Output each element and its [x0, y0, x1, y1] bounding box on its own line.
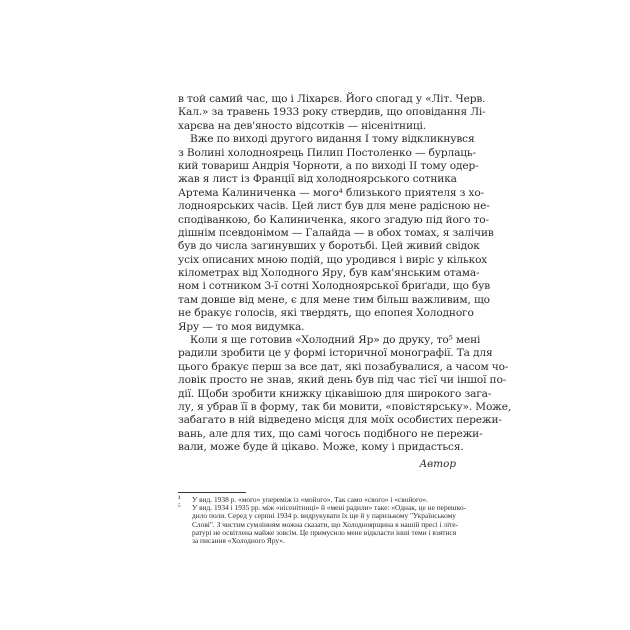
footnote-text: ратурі не освітлена майже зовсім. Це примусило мене відкласти інші теми і взятися [192, 527, 457, 537]
text-line: харєва на дев'яносто відсотків — нісенітниці. [178, 119, 426, 132]
text-line: сподіванкою, бо Калиниченка, якого згадую під його то- [178, 213, 489, 226]
footnote-line [178, 537, 456, 545]
text-line: ловік просто не знав, який день був під час тієї чи іншої по- [178, 374, 507, 387]
footnote-number: 5 [178, 504, 181, 510]
body-text [178, 93, 512, 455]
footnote-text: дило поли. Серед у серпні 1934 р. видрукувати їх ще й у паризькому "Українському [192, 511, 456, 521]
text-line: вань, але для тих, що самі чогось подібного не пережи- [178, 427, 483, 440]
text-line: усіх описаних мною подій, що уродився і виріс у кількох [178, 253, 488, 266]
text-line: Кал.» за травень 1933 року ствердив, що оповідання Лі- [178, 106, 486, 119]
text-line: там довше від мене, є для мене тим більш важливим, що [178, 293, 490, 306]
footnote-divider [178, 492, 246, 493]
text-line: вали, може буде й цікаво. Може, кому і придасться. [178, 441, 464, 454]
paragraph [178, 93, 486, 133]
text-line: Артема Калиниченка — мого⁴ близького приятеля з хо- [178, 186, 484, 199]
author-signature: Автор [419, 457, 456, 470]
text-line: жав я лист із Франції від холодноярського сотника [178, 173, 457, 186]
text-line: забагато в ній відведено місця для моїх особистих пережи- [178, 414, 502, 427]
text-line: радили зробити це у формі історичної монографії. Та для [178, 347, 493, 360]
text-line: цього бракує перш за все дат, які позабувалися, а часом чо- [178, 360, 509, 373]
footnote-text: Слові". З чистим сумлінням можна сказати, що Холодноярщина в нашій пресі і літе- [192, 519, 459, 529]
footnote [178, 503, 466, 545]
text-line: був до числа загинувших у боротьбі. Цей живий свідок [178, 240, 480, 253]
text-line: Коли я ще готовив «Холодний Яр» до друку, то⁵ мені [190, 334, 481, 347]
text-line: кий товариш Андрія Чорноти, а по виході II тому одер- [178, 159, 479, 172]
paragraph [178, 334, 512, 455]
text-line: лодноярських часів. Цей лист був для мене радісною не- [178, 200, 490, 213]
text-line: в той самий час, що і Ліхарєв. Його спогад у «Літ. Черв. [178, 93, 486, 105]
footnote-text: У вид. 1934 і 1935 рр. між «нісенітниці» й «мені радили» таке: «Однак, це не перешко- [192, 503, 466, 513]
footnote-text: У вид. 1938 р. «мого» упереміж із «мойого». Так само «свого» і «свойого». [192, 494, 429, 504]
footnote-text: за писання «Холодного Яру». [192, 535, 285, 545]
paragraph [178, 133, 494, 334]
footnotes [178, 494, 466, 545]
book-page [178, 93, 512, 545]
text-line: лу, я убрав її в форму, так би мовити, «повістярську». Може, [178, 400, 512, 413]
text-line: з Волині холодноярець Пилип Постоленко — бурлаць- [178, 146, 476, 159]
text-line: кілометрах від Холодного Яру, був кам'янським отама- [178, 267, 480, 280]
text-line: ном і сотником 3-ї сотні Холодноярської бриґади, що був [178, 280, 491, 293]
footnote-number: 4 [178, 495, 181, 501]
text-line: Яру — то моя видумка. [178, 320, 305, 333]
text-line: Вже по виході другого видання І тому відкликнувся [190, 133, 475, 146]
text-line: дії. Щоби зробити книжку цікавішою для широкого зага- [178, 387, 492, 400]
text-line: дішнім псевдонімом — Галайда — в обох томах, я залічив [178, 226, 494, 239]
text-line: не бракує голосів, які твердять, що епопея Холодного [178, 307, 474, 320]
